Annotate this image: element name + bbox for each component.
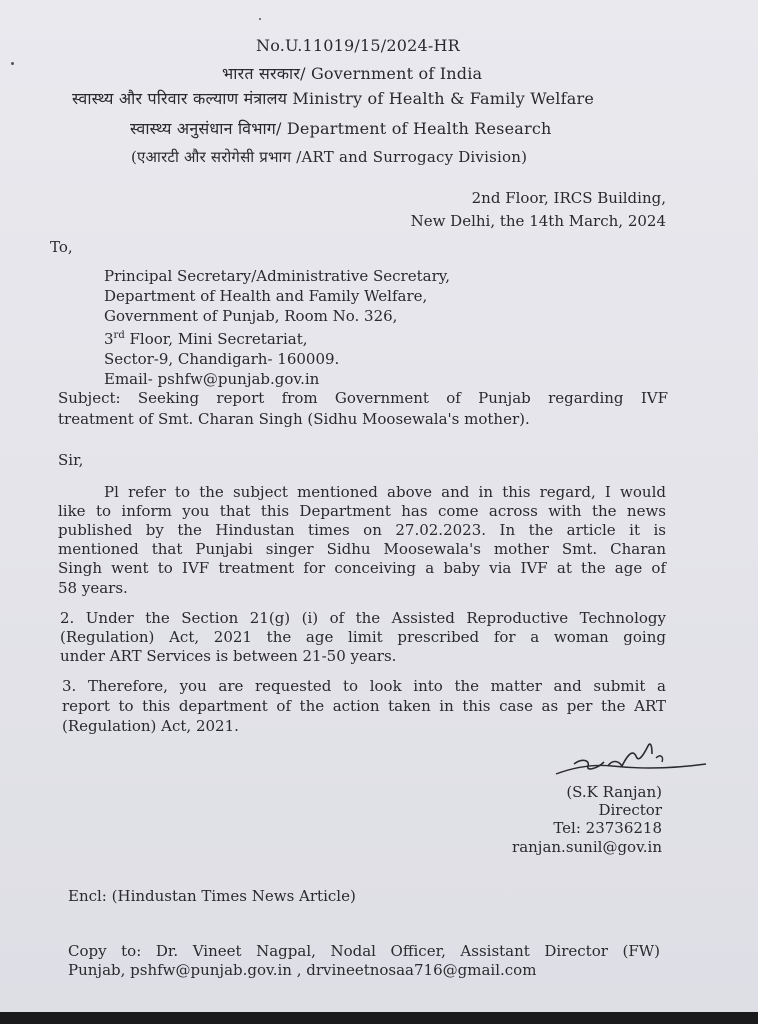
to-label: To,	[50, 238, 73, 256]
salutation: Sir,	[58, 451, 84, 469]
para1-line: published by the Hindustan times on 27.02.2023. In the article it is	[58, 521, 666, 539]
para3-line: 3. Therefore, you are requested to look into the matter and submit a	[62, 677, 666, 695]
para2-line: (Regulation) Act, 2021 the age limit prescribed for a woman going	[60, 628, 666, 646]
scan-speck	[11, 62, 14, 65]
para1-line: mentioned that Punjabi singer Sidhu Moosewala's mother Smt. Charan	[58, 540, 666, 558]
signatory-name: (S.K Ranjan)	[566, 783, 662, 801]
para1-line: Singh went to IVF treatment for conceiving a baby via IVF at the age of	[58, 559, 666, 577]
letter-date: New Delhi, the 14th March, 2024	[410, 212, 666, 230]
para1-line: 58 years.	[58, 579, 128, 597]
bottom-edge-strip	[0, 1012, 758, 1024]
para3-line: report to this department of the action taken in this case as per the ART	[62, 697, 666, 715]
para3-line: (Regulation) Act, 2021.	[62, 717, 239, 735]
recipient-line: Department of Health and Family Welfare,	[104, 287, 428, 305]
recipient-line: Sector-9, Chandigarh- 160009.	[104, 350, 340, 368]
recipient-line: Principal Secretary/Administrative Secretary,	[104, 267, 450, 285]
para2-line: 2. Under the Section 21(g) (i) of the Assisted Reproductive Technology	[60, 609, 666, 627]
header-line-ministry: स्वास्थ्य और परिवार कल्याण मंत्रालय Ministry of Health & Family Welfare	[72, 89, 594, 108]
reference-number: No.U.11019/15/2024-HR	[256, 36, 460, 55]
para2-line: under ART Services is between 21-50 years.	[60, 647, 397, 665]
signatory-email: ranjan.sunil@gov.in	[512, 838, 662, 856]
copy-to-line: Copy to: Dr. Vineet Nagpal, Nodal Officer, Assistant Director (FW)	[68, 942, 660, 960]
scan-speck	[259, 18, 261, 20]
signatory-title: Director	[598, 801, 662, 819]
floor-number: 3	[104, 330, 114, 348]
subject-line: treatment of Smt. Charan Singh (Sidhu Moosewala's mother).	[58, 410, 530, 428]
recipient-line: Government of Punjab, Room No. 326,	[104, 307, 398, 325]
copy-to-line: Punjab, pshfw@punjab.gov.in , drvineetnosaa716@gmail.com	[68, 961, 537, 979]
floor-ordinal: rd	[113, 330, 125, 341]
header-line-government: भारत सरकार/ Government of India	[222, 64, 483, 83]
signatory-phone: Tel: 23736218	[553, 819, 662, 837]
recipient-line	[104, 330, 308, 348]
para1-line: Pl refer to the subject mentioned above and in this regard, I would	[104, 483, 666, 501]
header-line-department: स्वास्थ्य अनुसंधान विभाग/ Department of Health Research	[130, 119, 552, 138]
office-address: 2nd Floor, IRCS Building,	[471, 189, 666, 207]
recipient-email: Email- pshfw@punjab.gov.in	[104, 370, 320, 388]
floor-rest: Floor, Mini Secretariat,	[124, 330, 308, 348]
subject-line: Subject: Seeking report from Government of Punjab regarding IVF	[58, 389, 668, 407]
para1-line: like to inform you that this Department has come across with the news	[58, 502, 666, 520]
header-line-division: (एआरटी और सरोगेसी प्रभाग /ART and Surrogacy Division)	[131, 148, 528, 166]
enclosure-line: Encl: (Hindustan Times News Article)	[68, 887, 356, 905]
handwritten-signature	[552, 734, 712, 784]
